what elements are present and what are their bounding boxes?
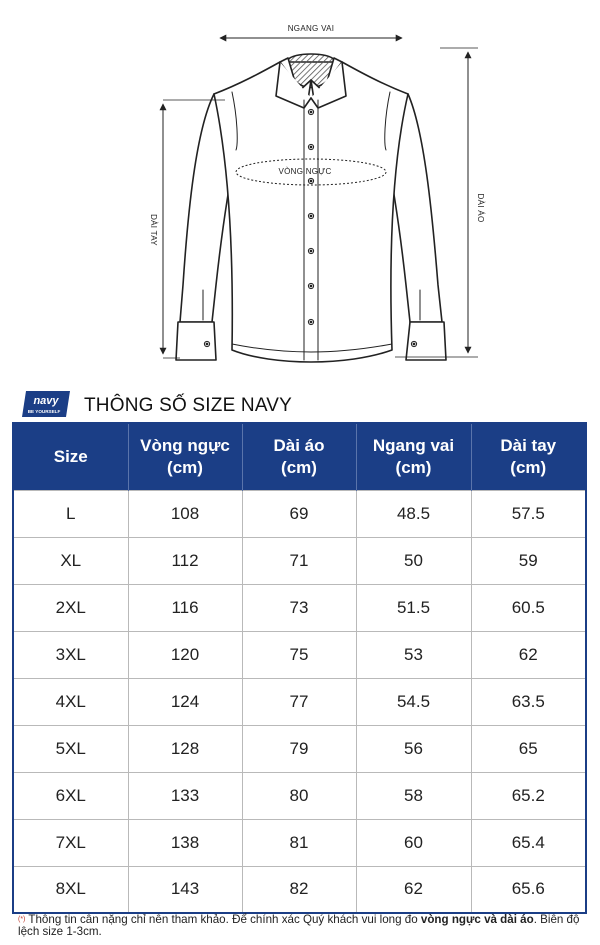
size-cell: 2XL: [13, 584, 128, 631]
size-cell: 6XL: [13, 772, 128, 819]
table-row: [13, 537, 586, 584]
size-table: [12, 422, 587, 914]
shoulder-cell: 60: [356, 819, 471, 866]
shoulder-cell: 62: [356, 866, 471, 913]
table-header-row: [13, 423, 586, 490]
shoulder-cell: 56: [356, 725, 471, 772]
length-cell: 80: [242, 772, 356, 819]
chest-cell: 116: [128, 584, 242, 631]
shoulder-label: NGANG VAI: [287, 24, 335, 33]
sleeve-cell: 65: [471, 725, 586, 772]
length-cell: 82: [242, 866, 356, 913]
size-cell: 4XL: [13, 678, 128, 725]
sleeve-cell: 65.4: [471, 819, 586, 866]
footnote-text-before: Thông tin cân nặng chỉ nên tham khảo. Để chính xác Quý khách vui long đo: [25, 913, 421, 926]
chest-cell: 124: [128, 678, 242, 725]
size-cell: 5XL: [13, 725, 128, 772]
footnote: [18, 914, 590, 938]
footnote-mark: (*): [18, 916, 26, 923]
shirt-measurement-diagram: [0, 0, 600, 380]
table-row: [13, 819, 586, 866]
chest-cell: 143: [128, 866, 242, 913]
sleeve-cell: 59: [471, 537, 586, 584]
chest-cell: 138: [128, 819, 242, 866]
sleeve-label: DÀI TAY: [149, 214, 158, 246]
chest-cell: 133: [128, 772, 242, 819]
length-cell: 71: [242, 537, 356, 584]
shirt-illustration: [0, 0, 600, 380]
shoulder-cell: 58: [356, 772, 471, 819]
length-cell: 75: [242, 631, 356, 678]
sleeve-cell: 62: [471, 631, 586, 678]
table-row: [13, 490, 586, 537]
length-label: DÀI ÁO: [476, 193, 485, 223]
footnote-text-after: . Biên độ lệch size 1-3cm.: [18, 913, 580, 938]
size-cell: 3XL: [13, 631, 128, 678]
size-cell: L: [13, 490, 128, 537]
size-cell: 8XL: [13, 866, 128, 913]
chest-cell: 112: [128, 537, 242, 584]
chest-label: VÒNG NGỰC: [278, 167, 332, 176]
sleeve-cell: 63.5: [471, 678, 586, 725]
size-cell: XL: [13, 537, 128, 584]
length-cell: 79: [242, 725, 356, 772]
size-cell: 7XL: [13, 819, 128, 866]
table-row: [13, 866, 586, 913]
navy-logo: [20, 389, 72, 419]
column-header-length: Dài áo (cm): [242, 423, 356, 490]
logo-tagline: BE YOURSELF: [27, 409, 61, 414]
column-header-shoulder: Ngang vai (cm): [356, 423, 471, 490]
table-row: [13, 584, 586, 631]
table-row: [13, 725, 586, 772]
column-header-chest: Vòng ngực (cm): [128, 423, 242, 490]
shoulder-cell: 48.5: [356, 490, 471, 537]
size-table-container: [12, 422, 585, 914]
length-cell: 81: [242, 819, 356, 866]
shoulder-cell: 51.5: [356, 584, 471, 631]
shoulder-cell: 53: [356, 631, 471, 678]
size-chart-heading: [20, 386, 580, 422]
chest-cell: 108: [128, 490, 242, 537]
sleeve-cell: 65.2: [471, 772, 586, 819]
page-title: THÔNG SỐ SIZE NAVY: [84, 395, 293, 416]
footnote-bold-length: và dài áo: [484, 913, 534, 926]
table-row: [13, 678, 586, 725]
table-row: [13, 772, 586, 819]
chest-cell: 128: [128, 725, 242, 772]
column-header-sleeve: Dài tay (cm): [471, 423, 586, 490]
table-row: [13, 631, 586, 678]
logo-text: navy: [33, 395, 59, 407]
chest-cell: 120: [128, 631, 242, 678]
sleeve-cell: 57.5: [471, 490, 586, 537]
length-cell: 69: [242, 490, 356, 537]
sleeve-cell: 60.5: [471, 584, 586, 631]
shoulder-cell: 50: [356, 537, 471, 584]
footnote-bold-chest: vòng ngực: [420, 913, 481, 926]
column-header-size: Size: [13, 423, 128, 490]
shoulder-cell: 54.5: [356, 678, 471, 725]
length-cell: 73: [242, 584, 356, 631]
sleeve-cell: 65.6: [471, 866, 586, 913]
length-cell: 77: [242, 678, 356, 725]
